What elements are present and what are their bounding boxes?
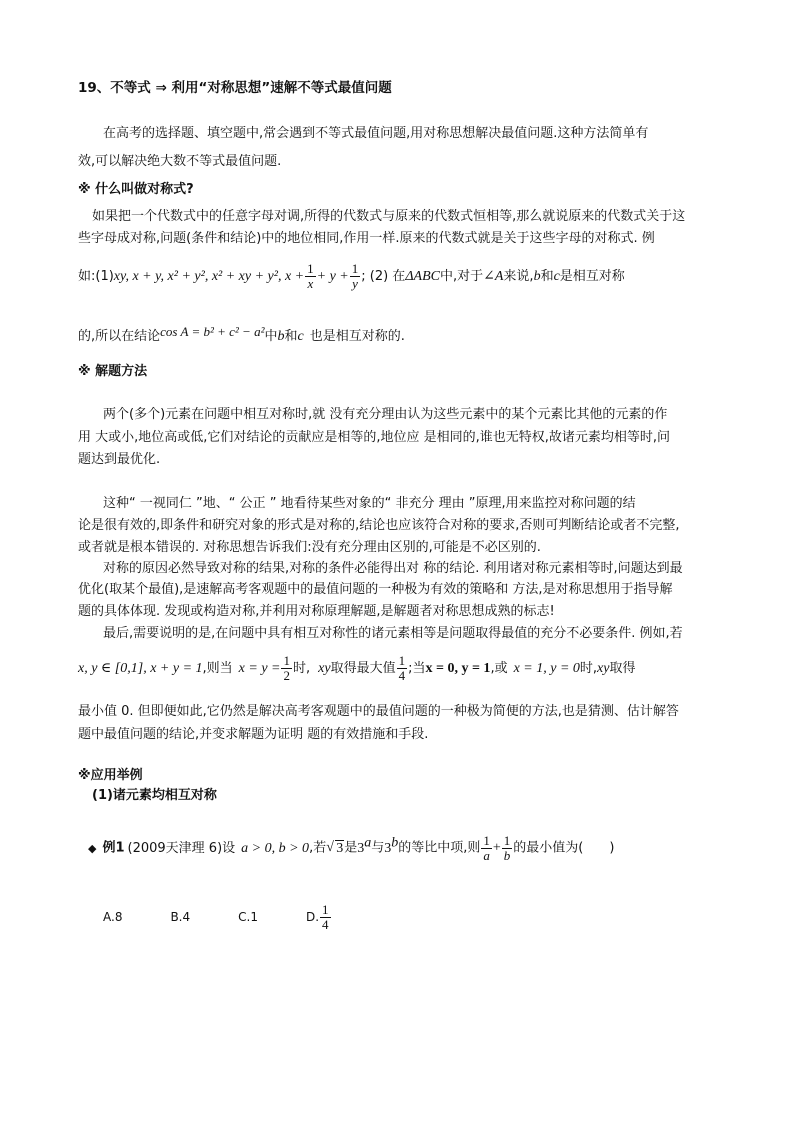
p4-eq: x = y = xyxy=(238,661,281,676)
var-c-2: c xyxy=(297,329,304,344)
sec2-p3-l1: 对称的原因必然导致对称的结果,对称的条件必能得出对 称的结论. 利用诸对称元素相等时,问题达到最 xyxy=(103,561,683,576)
p4-semi: ;当 xyxy=(408,661,426,676)
p4-then: ,则当 xyxy=(202,661,233,676)
intro-line-2: 效,可以解决绝大数不等式最值问题. xyxy=(78,154,282,169)
p4-when: 时, xyxy=(292,661,311,676)
fraction-1-over-y: $\frac{1}{y}$ xyxy=(351,261,359,291)
subsection-heading: (1)诸元素均相互对称 xyxy=(92,788,217,803)
fraction-1-over-x: $\frac{1}{x}$ xyxy=(307,261,314,291)
p4-max: 取得最大值 xyxy=(330,661,396,676)
sec2-p3-l2: 优化(取某个最值),是速解高考客观题中的最值问题的一种极为有效的策略和 方法,是对称思想用于指导解 xyxy=(78,582,673,597)
conclusion-c: 和 xyxy=(284,329,298,344)
sec2-p2-l3: 或者就是根本错误的. 对称思想告诉我们:没有充分理由区别的,可能是不必区别的. xyxy=(78,540,541,555)
section-heading-examples: ※应用举例 xyxy=(78,768,143,783)
sqrt-3: √ 3 xyxy=(326,834,344,864)
ex-part2-a: ; (2) 在 xyxy=(361,269,406,284)
var-c: c xyxy=(553,269,560,284)
ex-part2-d: 是相互对称 xyxy=(559,269,625,284)
p4-when-2: 时, xyxy=(579,661,598,676)
sec2-p5-l1: 最小值 0. 但即便如此,它仍然是解决高考客观题中的最值问题的一种极为简便的方法,也是猜测、估计解答 xyxy=(78,704,679,719)
conclusion-b: 中 xyxy=(264,329,278,344)
power-3-a: 3$^a$ xyxy=(357,835,372,856)
ex-expression: xy, x + y, x² + y², x² + xy + y², x + xyxy=(113,269,305,284)
sec2-p5-l2: 题中最值问题的结论,并变求解题为证明 题的有效措施和手段. xyxy=(78,727,429,742)
answer-options xyxy=(103,902,332,932)
ex-prefix: 如:(1) xyxy=(78,269,114,284)
option-b: B.4 xyxy=(170,910,191,924)
var-b: b xyxy=(533,269,541,284)
fraction-one-quarter: $\frac{1}{4}$ xyxy=(398,653,406,683)
triangle-abc: ΔABC xyxy=(405,269,440,284)
sec1-line-2: 些字母成对称,问题(条件和结论)中的地位相同,作用一样.原来的代数式就是关于这些字母的对称式. 例 xyxy=(78,231,655,246)
fraction-1-over-a: $\frac{1}{a}$ xyxy=(483,832,490,863)
example-1: ◆ 例1 (2009天津理 6)设 a > 0, b > 0,若√ 3是3$^a$与3$^b$的等比中项,则 $\frac{1}{a}$ + $\frac{1}{b}$ 的最小值为( ) xyxy=(88,828,614,864)
sec1-conclusion-line xyxy=(78,322,405,347)
ex-t3: 与 xyxy=(371,840,385,856)
fraction-option-d: $\frac{1}{4}$ xyxy=(322,902,329,932)
sec2-p1-l1: 两个(多个)元素在问题中相互对称时,就 没有充分理由认为这些元素中的某个元素比其他的元素的作 xyxy=(103,407,668,422)
p4-get: 取得 xyxy=(609,661,636,676)
ex-plus-y: + y + xyxy=(316,269,349,284)
example-label: 例1 xyxy=(102,840,125,856)
p4-xy-2: xy xyxy=(597,661,610,676)
sec2-p1-l2: 用 大或小,地位高或低,它们对结论的贡献应是相等的,地位应 是相同的,谁也无特权,故诸元素均相等时,问 xyxy=(78,430,671,445)
option-c: C.1 xyxy=(238,910,258,924)
section-heading-method: ※ 解题方法 xyxy=(78,364,148,379)
page-title: 19、不等式 ⇒ 利用“对称思想”速解不等式最值问题 xyxy=(78,80,392,96)
sec2-p1-l3: 题达到最优化. xyxy=(78,452,161,467)
option-d: D. xyxy=(305,910,320,924)
p4-or: ,或 xyxy=(490,661,508,676)
sec2-p2-l2: 论是很有效的,即条件和研究对象的形式是对称的,结论也应该符合对称的要求,否则可判断结论或者不完整, xyxy=(78,518,680,533)
ex-t2: 是 xyxy=(344,840,358,856)
p4-case-2: x = 1, y = 0 xyxy=(513,661,580,676)
diamond-bullet-icon: ◆ xyxy=(88,841,97,855)
sec2-p4-math-line xyxy=(78,654,636,684)
ex-t4: 的等比中项,则 xyxy=(398,840,481,856)
cos-formula: cos A = b² + c² − a² xyxy=(160,324,265,339)
sec2-p4-l1: 最后,需要说明的是,在问题中具有相互对称性的诸元素相等是问题取得最值的充分不必要条件. 例如,若 xyxy=(103,626,683,641)
sec2-p2-l1: 这种“ 一视同仁 ”地、“ 公正 ” 地看待某些对象的“ 非充分 理由 ”原理,用来监控对称问题的结 xyxy=(103,496,636,511)
conclusion-d: 也是相互对称的. xyxy=(309,329,405,344)
conclusion-a: 的,所以在结论 xyxy=(78,329,161,344)
ex-part2-c: 来说, xyxy=(503,269,534,284)
fraction-1-over-b: $\frac{1}{b}$ xyxy=(503,832,511,863)
ex-and: 和 xyxy=(540,269,554,284)
intro-line-1: 在高考的选择题、填空题中,常会遇到不等式最值问题,用对称思想解决最值问题.这种方法简单有 xyxy=(103,126,649,141)
ex-t5: 的最小值为( ) xyxy=(513,840,615,856)
var-b-2: b xyxy=(277,329,285,344)
fraction-one-half: $\frac{1}{2}$ xyxy=(283,653,290,683)
option-a: A.8 xyxy=(103,910,123,924)
power-3-b: 3$^b$ xyxy=(384,835,399,856)
ex-t1: ,若 xyxy=(309,840,327,856)
cond-xy-interval: x, y ∈ [0,1], x + y = 1 xyxy=(78,661,203,676)
example-source: (2009天津理 6)设 xyxy=(127,840,236,856)
sec1-example-line xyxy=(78,262,625,292)
p4-xy: xy xyxy=(318,661,331,676)
angle-a: ∠A xyxy=(483,269,504,284)
sec1-line-1: 如果把一个代数式中的任意字母对调,所得的代数式与原来的代数式恒相等,那么就说原来的代数式关于这 xyxy=(92,209,686,224)
sec2-p3-l3: 题的具体体现. 发现或构造对称,并利用对称原理解题,是解题者对称思想成熟的标志! xyxy=(78,604,555,619)
p4-case-1: x = 0, y = 1 xyxy=(425,661,491,676)
example-condition: a > 0, b > 0 xyxy=(241,840,310,856)
ex-part2-b: 中,对于 xyxy=(439,269,484,284)
section-heading-symmetric: ※ 什么叫做对称式? xyxy=(78,182,194,197)
